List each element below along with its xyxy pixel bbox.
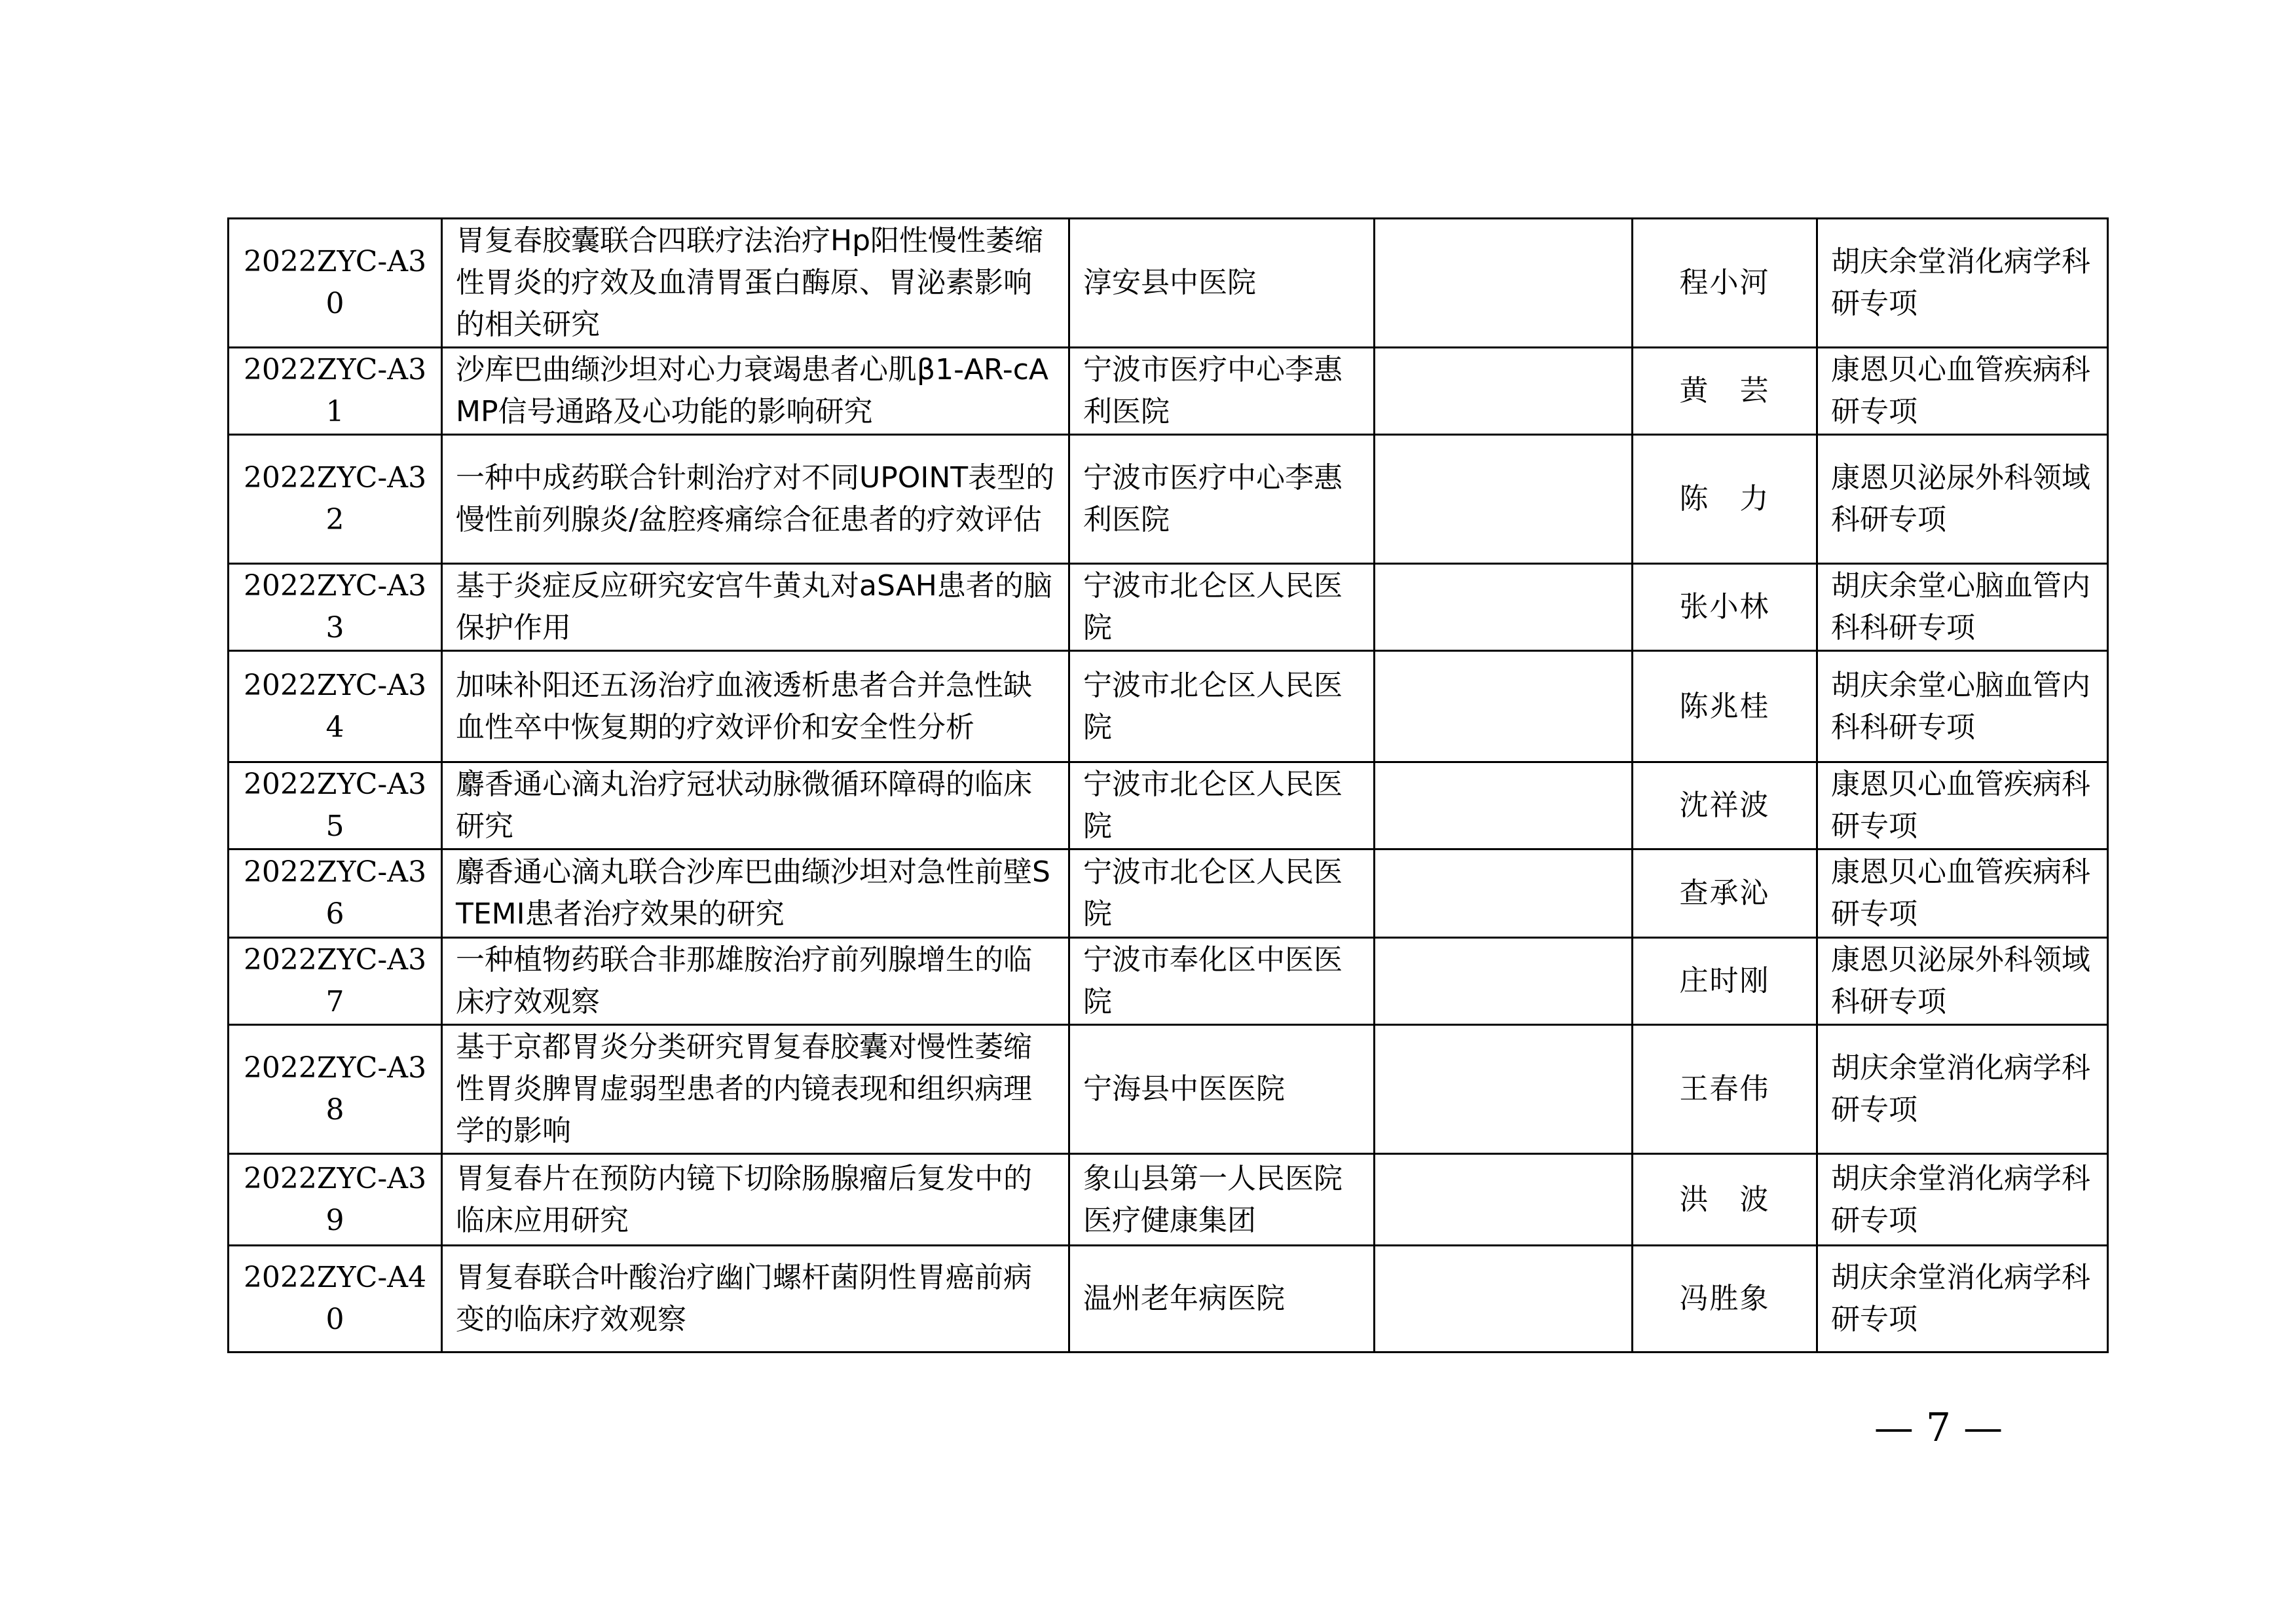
project-unit: 宁波市医疗中心李惠利医院	[1069, 348, 1375, 435]
project-title: 胃复春片在预防内镜下切除肠腺瘤后复发中的临床应用研究	[442, 1154, 1069, 1246]
project-unit: 温州老年病医院	[1069, 1246, 1375, 1352]
project-code: 2022ZYC-A38	[229, 1025, 442, 1154]
page-number: — 7 —	[1874, 1405, 2003, 1451]
table-row	[229, 1246, 2108, 1352]
empty-cell	[1375, 762, 1633, 849]
project-title: 胃复春联合叶酸治疗幽门螺杆菌阴性胃癌前病变的临床疗效观察	[442, 1246, 1069, 1352]
project-leader: 沈祥波	[1633, 762, 1817, 849]
table-row	[229, 219, 2108, 348]
project-unit: 宁海县中医医院	[1069, 1025, 1375, 1154]
project-leader: 程小河	[1633, 219, 1817, 348]
project-fund: 胡庆余堂消化病学科研专项	[1817, 219, 2108, 348]
project-code: 2022ZYC-A30	[229, 219, 442, 348]
empty-cell	[1375, 348, 1633, 435]
project-code: 2022ZYC-A33	[229, 564, 442, 651]
table-row	[229, 564, 2108, 651]
project-code: 2022ZYC-A31	[229, 348, 442, 435]
project-title: 麝香通心滴丸治疗冠状动脉微循环障碍的临床研究	[442, 762, 1069, 849]
project-title: 基于京都胃炎分类研究胃复春胶囊对慢性萎缩性胃炎脾胃虚弱型患者的内镜表现和组织病理学的影响	[442, 1025, 1069, 1154]
project-fund: 胡庆余堂心脑血管内科科研专项	[1817, 651, 2108, 762]
project-code: 2022ZYC-A36	[229, 849, 442, 938]
project-unit: 宁波市医疗中心李惠利医院	[1069, 435, 1375, 564]
project-code: 2022ZYC-A34	[229, 651, 442, 762]
empty-cell	[1375, 219, 1633, 348]
table-row	[229, 1154, 2108, 1246]
project-fund: 康恩贝心血管疾病科研专项	[1817, 849, 2108, 938]
empty-cell	[1375, 651, 1633, 762]
project-fund: 康恩贝泌尿外科领域科研专项	[1817, 938, 2108, 1025]
project-code: 2022ZYC-A32	[229, 435, 442, 564]
project-fund: 胡庆余堂消化病学科研专项	[1817, 1154, 2108, 1246]
project-leader: 冯胜象	[1633, 1246, 1817, 1352]
table-row	[229, 348, 2108, 435]
project-leader: 陈 力	[1633, 435, 1817, 564]
table-row	[229, 938, 2108, 1025]
project-title: 沙库巴曲缬沙坦对心力衰竭患者心肌β1-AR-cAMP信号通路及心功能的影响研究	[442, 348, 1069, 435]
table-row	[229, 435, 2108, 564]
project-title: 一种中成药联合针刺治疗对不同UPOINT表型的慢性前列腺炎/盆腔疼痛综合征患者的疗效评估	[442, 435, 1069, 564]
empty-cell	[1375, 435, 1633, 564]
empty-cell	[1375, 938, 1633, 1025]
project-unit: 宁波市北仑区人民医院	[1069, 651, 1375, 762]
empty-cell	[1375, 1025, 1633, 1154]
project-fund: 康恩贝泌尿外科领域科研专项	[1817, 435, 2108, 564]
table-row	[229, 1025, 2108, 1154]
project-leader: 陈兆桂	[1633, 651, 1817, 762]
project-leader: 王春伟	[1633, 1025, 1817, 1154]
project-title: 基于炎症反应研究安宫牛黄丸对aSAH患者的脑保护作用	[442, 564, 1069, 651]
project-table	[227, 217, 2109, 1353]
table-row	[229, 651, 2108, 762]
project-code: 2022ZYC-A35	[229, 762, 442, 849]
empty-cell	[1375, 849, 1633, 938]
project-leader: 黄 芸	[1633, 348, 1817, 435]
project-fund: 胡庆余堂心脑血管内科科研专项	[1817, 564, 2108, 651]
project-fund: 胡庆余堂消化病学科研专项	[1817, 1246, 2108, 1352]
project-leader: 张小林	[1633, 564, 1817, 651]
table-row	[229, 849, 2108, 938]
project-code: 2022ZYC-A40	[229, 1246, 442, 1352]
table-row	[229, 762, 2108, 849]
project-leader: 庄时刚	[1633, 938, 1817, 1025]
project-leader: 查承沁	[1633, 849, 1817, 938]
project-unit: 淳安县中医院	[1069, 219, 1375, 348]
project-fund: 康恩贝心血管疾病科研专项	[1817, 348, 2108, 435]
project-title: 加味补阳还五汤治疗血液透析患者合并急性缺血性卒中恢复期的疗效评价和安全性分析	[442, 651, 1069, 762]
project-unit: 宁波市北仑区人民医院	[1069, 762, 1375, 849]
project-unit: 宁波市北仑区人民医院	[1069, 849, 1375, 938]
empty-cell	[1375, 1154, 1633, 1246]
project-title: 一种植物药联合非那雄胺治疗前列腺增生的临床疗效观察	[442, 938, 1069, 1025]
project-unit: 象山县第一人民医院医疗健康集团	[1069, 1154, 1375, 1246]
project-unit: 宁波市北仑区人民医院	[1069, 564, 1375, 651]
project-title: 麝香通心滴丸联合沙库巴曲缬沙坦对急性前壁STEMI患者治疗效果的研究	[442, 849, 1069, 938]
empty-cell	[1375, 564, 1633, 651]
project-fund: 胡庆余堂消化病学科研专项	[1817, 1025, 2108, 1154]
project-leader: 洪 波	[1633, 1154, 1817, 1246]
project-fund: 康恩贝心血管疾病科研专项	[1817, 762, 2108, 849]
project-code: 2022ZYC-A37	[229, 938, 442, 1025]
project-unit: 宁波市奉化区中医医院	[1069, 938, 1375, 1025]
project-code: 2022ZYC-A39	[229, 1154, 442, 1246]
project-title: 胃复春胶囊联合四联疗法治疗Hp阳性慢性萎缩性胃炎的疗效及血清胃蛋白酶原、胃泌素影响的相关研究	[442, 219, 1069, 348]
empty-cell	[1375, 1246, 1633, 1352]
